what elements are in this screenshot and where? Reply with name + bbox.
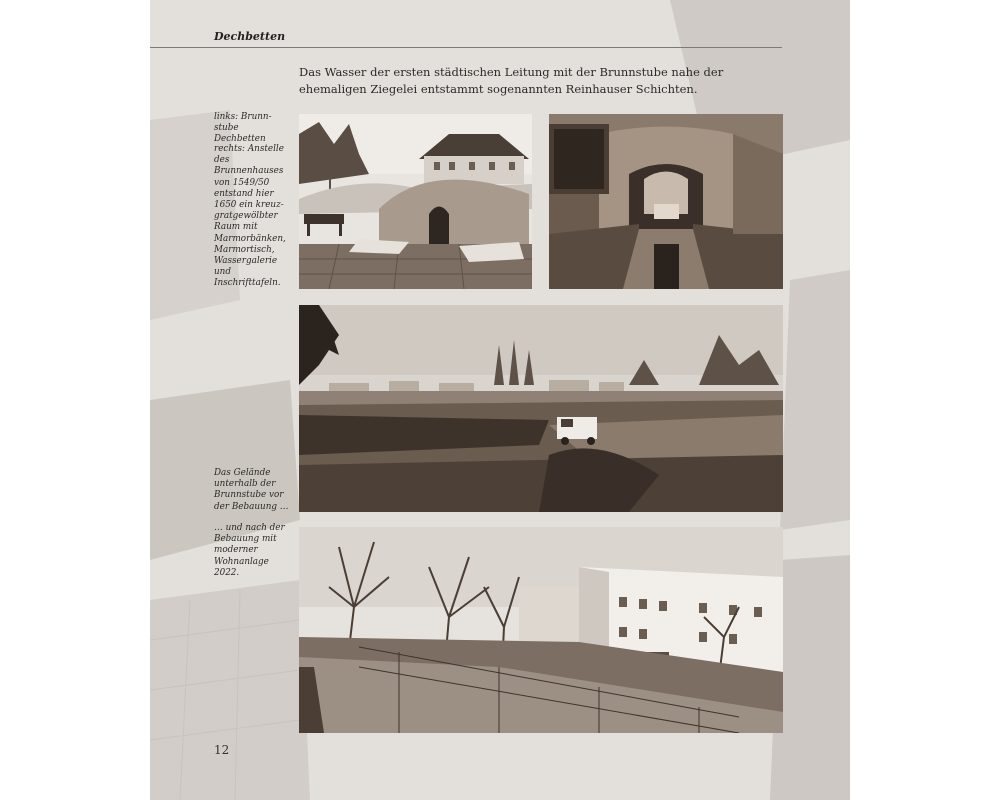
intro-paragraph: Das Wasser der ersten städtischen Leitung mit der Brunnstube nahe der ehemaligen Ziegelei entstammt sogenannten Reinhauser Schichten. [299,65,724,96]
caption-after: … und nach der Bebauung mit moderner Wohnanlage 2022. [214,523,285,578]
photo-terrain-before [299,305,783,512]
photo-brunnstube-exterior [299,114,532,289]
photo-residential-complex [299,527,783,733]
caption-top-left: links: Brunnstube Dechbetten [214,112,272,145]
page-number: 12 [214,743,230,757]
document-page [150,0,850,800]
caption-top-right: rechts: Anstelle des Brunnenhauses von 1549/50 entstand hier 1650 ein kreuzgratgewölbter Raum mit Marmorbänken, Marmortisch, Wassergalerie und Inschrifttafeln. [214,144,286,289]
photo-vaulted-interior [549,114,783,289]
section-title: Dechbetten [214,30,286,43]
caption-before: Das Gelände unterhalb der Brunnstube vor der Bebauung … [214,468,289,512]
header-divider [150,47,782,48]
